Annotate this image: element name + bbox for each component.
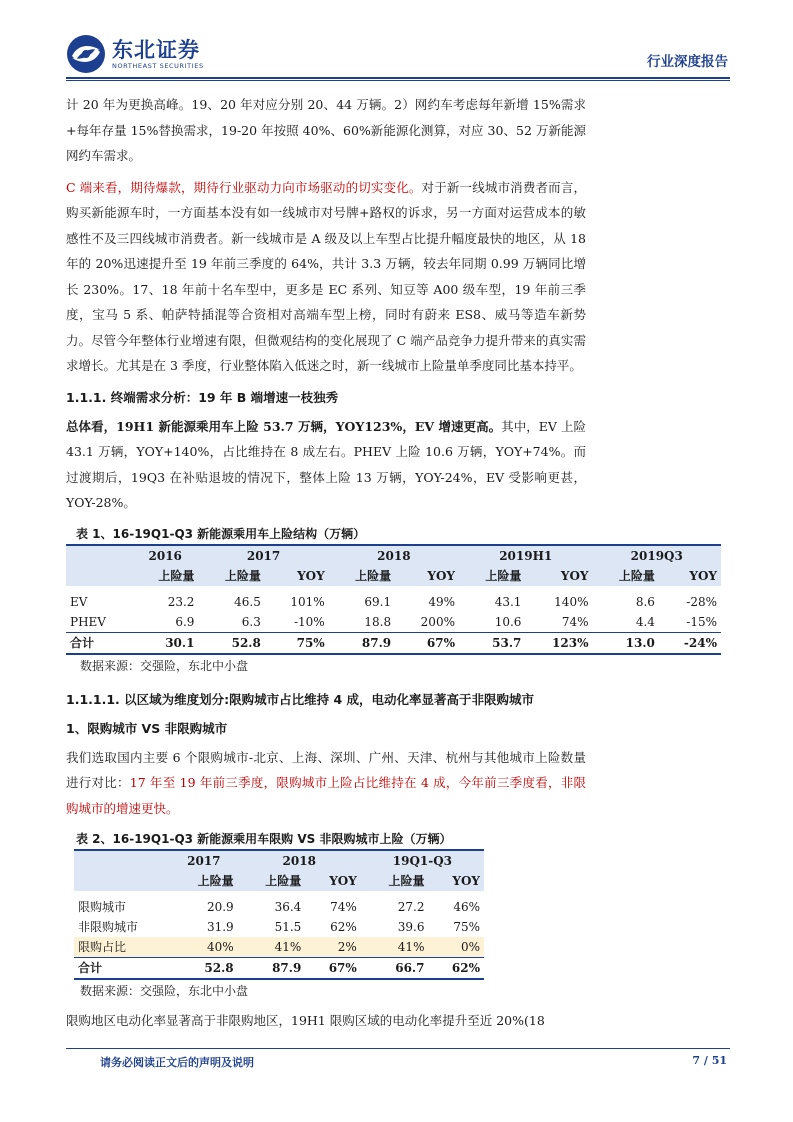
table-2-subheader: 上险量	[238, 871, 306, 891]
table-cell: 140%	[554, 594, 589, 609]
table-cell: 46.5	[234, 594, 261, 609]
logo-en: NORTHEAST SECURITIES	[112, 61, 204, 70]
table-1-year: 2016	[132, 545, 198, 566]
table-2-subheader: YOY	[428, 871, 484, 891]
table-1-subheader: 上险量	[329, 566, 395, 586]
table-cell: 18.8	[364, 614, 392, 629]
table-cell: 20.9	[206, 900, 234, 914]
header-rule-thin	[66, 80, 730, 81]
table-1-subheader: 上险量	[459, 566, 525, 586]
page-number: 7 / 51	[692, 1054, 727, 1067]
table-2-row-label: 非限购城市	[78, 920, 139, 934]
report-type: 行业深度报告	[647, 54, 728, 70]
table-cell: 67%	[305, 958, 361, 980]
table-cell: 52.8	[170, 958, 238, 980]
logo-text	[112, 38, 204, 71]
table-1-subheader: YOY	[659, 566, 721, 586]
paragraph-2-text: 对于新一线城市消费者而言，购买新能源车时，一方面基本没有如一线城市对号牌+路权的诉求，另一方面对运营成本的敏感性不及三四线城市消费者。新一线城市是 A 级及以上车型占比提升幅度最快的地区，从 18 年的 20%迅速提升至 19 年前三季度的 64%，共计 3.3 万辆，较去年同期 0.99 万辆同比增长 230%。17、18 年前十名车型中，更多是 EC 系列、知豆等 A00 级车型，19 年前三季度，宝马 5 系、帕萨特插混等合资相对高端车型上榜，同时有蔚来 ES8、威马等造车新势力。尽管今年整体行业增速有限，但微观结构的变化展现了 C 端产品竞争力提升带来的真实需求增长。尤其是在 3 季度，行业整体陷入低迷之时，新一线城市上险量单季度同比基本持平。	[66, 179, 586, 373]
table-cell: 49%	[428, 594, 455, 609]
table-cell: 200%	[420, 614, 455, 629]
logo-cn: 东北证券	[112, 37, 200, 62]
footer-disclaimer: 请务必阅读正文后的声明及说明	[100, 1056, 254, 1069]
paragraph-4	[66, 745, 586, 822]
table-cell: 0%	[428, 937, 484, 958]
table-cell: 6.9	[175, 614, 195, 629]
table-1	[66, 544, 721, 655]
table-cell: 23.2	[167, 594, 195, 609]
table-cell: 87.9	[238, 958, 306, 980]
table-1-year: 2018	[329, 545, 459, 566]
table-2-year: 2018	[238, 850, 361, 871]
table-cell: 41%	[238, 937, 306, 958]
table-cell: 75%	[453, 920, 480, 934]
section-heading-3: 1、限购城市 VS 非限购城市	[66, 720, 228, 736]
paragraph-4-highlight: 17 年至 19 年前三季度，限购城市上险占比维持在 4 成，今年前三季度看，非限购城市的增速更快。	[66, 775, 586, 816]
table-cell: 67%	[395, 632, 459, 654]
table-cell: 101%	[290, 594, 325, 609]
table-1-subheader: YOY	[525, 566, 592, 586]
table-cell: 69.1	[364, 594, 392, 609]
table-row-highlight	[74, 937, 484, 958]
table-cell: 13.0	[592, 632, 658, 654]
table-cell: 46%	[453, 900, 480, 914]
table-cell: 52.8	[198, 632, 264, 654]
table-cell: 36.4	[274, 900, 302, 914]
logo-mark-icon	[66, 34, 106, 74]
table-cell: 43.1	[494, 594, 522, 609]
table-cell: 87.9	[329, 632, 395, 654]
table-cell: 74%	[561, 614, 589, 629]
table-2-row-label: 限购城市	[78, 900, 127, 914]
table-2-year: 19Q1-Q3	[361, 850, 484, 871]
table-1-subheader: 上险量	[132, 566, 198, 586]
table-2-caption: 表 2、16-19Q1-Q3 新能源乘用车限购 VS 非限购城市上险（万辆）	[76, 832, 452, 846]
table-row	[74, 897, 484, 917]
table-1-subheader: 上险量	[592, 566, 658, 586]
page-content	[66, 92, 717, 1034]
footer-rule	[66, 1048, 730, 1049]
paragraph-2-highlight: C 端来看，期待爆款，期待行业驱动力向市场驱动的切实变化。	[66, 179, 422, 195]
paragraph-3	[66, 414, 586, 516]
table-2-row-label: 合计	[74, 958, 170, 980]
page-header	[66, 30, 730, 76]
table-cell: 27.2	[397, 900, 425, 914]
table-2-row-label: 限购占比	[74, 937, 170, 958]
table-cell: 74%	[330, 900, 357, 914]
table-2-subheader: 上险量	[361, 871, 429, 891]
table-cell: 8.6	[635, 594, 655, 609]
table-1-year-row	[66, 545, 721, 566]
table-1-row-label: EV	[70, 594, 88, 609]
paragraph-3-text: 其中，EV 上险 43.1 万辆，YOY+140%，占比维持在 8 成左右。PHEV 上险 10.6 万辆，YOY+74%。而过渡期后，19Q3 在补贴退坡的情况下，整体上险 13 万辆，YOY-24%，EV 受影响更甚，YOY-28%。	[66, 418, 586, 510]
table-cell: 41%	[361, 937, 429, 958]
paragraph-5: 限购地区电动化率显著高于非限购地区，19H1 限购区域的电动化率提升至近 20%(18	[66, 1013, 545, 1028]
header-rule	[66, 77, 730, 79]
table-row	[74, 917, 484, 937]
table-row-total	[66, 632, 721, 654]
table-cell: 30.1	[132, 632, 198, 654]
table-cell: 66.7	[361, 958, 429, 980]
table-cell: -10%	[293, 614, 325, 629]
table-row	[66, 612, 721, 633]
table-cell: 2%	[305, 937, 361, 958]
table-1-source: 数据来源：交强险，东北中小盘	[80, 658, 249, 673]
table-1-row-label: 合计	[66, 632, 132, 654]
table-cell: 39.6	[397, 920, 425, 934]
table-2-subheader: YOY	[305, 871, 361, 891]
table-1-year: 2017	[198, 545, 328, 566]
table-2-year-row	[74, 850, 484, 871]
table-cell: 51.5	[274, 920, 302, 934]
table-row-total	[74, 958, 484, 980]
table-cell: 62%	[330, 920, 357, 934]
table-1-subheader: YOY	[395, 566, 459, 586]
table-2-source: 数据来源：交强险，东北中小盘	[80, 984, 249, 998]
table-row	[66, 592, 721, 612]
paragraph-1: 计 20 年为更换高峰。19、20 年对应分别 20、44 万辆。2）网约车考虑每年新增 15%需求+每年存量 15%替换需求，19-20 年按照 40%、60%新能源化测算，对应 30、52 万新能源网约车需求。	[66, 97, 586, 163]
table-1-subheader: YOY	[265, 566, 329, 586]
table-1-row-label: PHEV	[70, 614, 106, 629]
table-cell: 31.9	[206, 920, 234, 934]
paragraph-2	[66, 175, 586, 379]
table-cell: 40%	[170, 937, 238, 958]
table-2-year: 2017	[170, 850, 238, 871]
table-1-year: 2019H1	[459, 545, 593, 566]
table-cell: 4.4	[635, 614, 655, 629]
table-1-year: 2019Q3	[592, 545, 721, 566]
table-2-subheader: 上险量	[170, 871, 238, 891]
company-logo	[66, 34, 204, 74]
table-1-subheader-row	[66, 566, 721, 586]
table-cell: 10.6	[494, 614, 522, 629]
table-cell: 6.3	[241, 614, 261, 629]
table-cell: -28%	[686, 594, 717, 609]
table-2-subheader-row	[74, 871, 484, 891]
section-heading-1: 1.1.1. 终端需求分析：19 年 B 端增速一枝独秀	[66, 389, 339, 405]
table-cell: -24%	[659, 632, 721, 654]
table-cell: 62%	[428, 958, 484, 980]
table-cell: 75%	[265, 632, 329, 654]
table-cell: 123%	[525, 632, 592, 654]
paragraph-3-bold: 总体看，19H1 新能源乘用车上险 53.7 万辆，YOY123%，EV 增速更高。	[66, 418, 502, 434]
section-heading-2: 1.1.1.1. 以区域为维度划分:限购城市占比维持 4 成，电动化率显著高于非限购城市	[66, 691, 535, 707]
table-cell: -15%	[686, 614, 717, 629]
table-1-caption: 表 1、16-19Q1-Q3 新能源乘用车上险结构（万辆）	[76, 526, 366, 541]
table-2	[74, 849, 484, 980]
table-1-subheader: 上险量	[198, 566, 264, 586]
table-cell: 53.7	[459, 632, 525, 654]
paragraph-4-text: 我们选取国内主要 6 个限购城市-北京、上海、深圳、广州、天津、杭州与其他城市上险数量进行对比：	[66, 749, 586, 790]
